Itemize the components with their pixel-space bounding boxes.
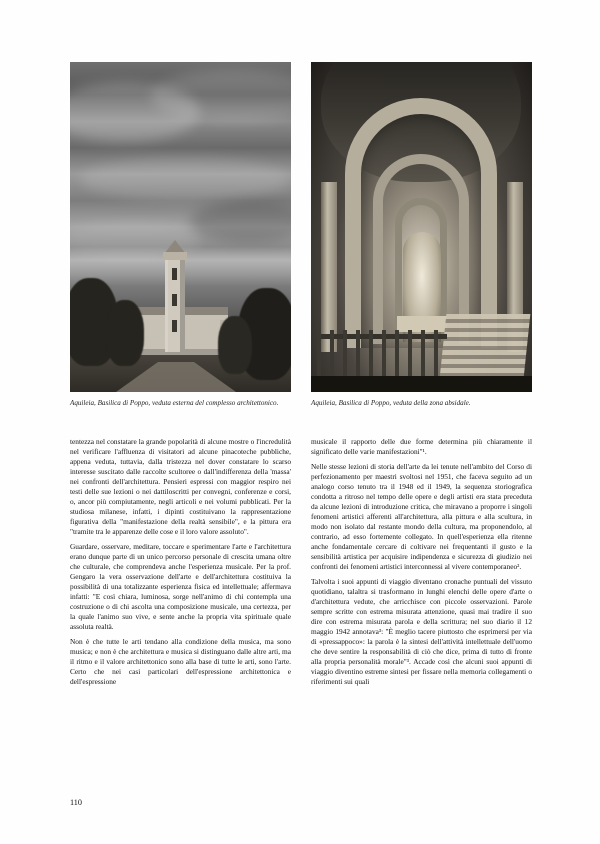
paragraph: Nelle stesse lezioni di storia dell'arte da lei tenute nell'ambito del Corso di perfezionamento per maestri svoltosi nel 1951, che faceva seguito ad un analogo corso tenuto tra il 1948 ed il 1949, la sequenza storiografica condotta a ritroso nel tempo delle opere e degli artisti era stata preceduta da alcune lezioni di introduzione critica, che miravano a proporre i singoli fenomeni artistici afferenti all'architettura, alla pittura e alla scultura, in modo non isolato dal restante mondo della cultura, ma proponendolo, al contrario, ad esso fortemente collegato. In quell'esperienza ella ritenne anche fondamentale cercare di coltivare nei frequentanti il gusto e la sensibilità artistica per acquisire indipendenza e sicurezza di giudizio nei confronti dei fenomeni artistici interconnessi al vivere contemporaneo². <box>311 462 532 572</box>
paragraph: Non è che tutte le arti tendano alla condizione della musica, ma sono musica; e non è che architettura e musica si distinguano dalle altre arti, ma il ritmo e il valore architettonico sono alla base di tutte le arti, sono l'arte. Certo che nei casi particolari dell'espressione architettonica e dell'espressione <box>70 637 291 687</box>
paragraph: tentezza nel constatare la grande popolarità di alcune mostre o l'incredulità nel verificare l'affluenza di visitatori ad alcune pinacoteche pubbliche, appena veduta, tuttavia, dalla tristezza nel dover constatare lo scarso interesse suscitato dalle raccolte scultoree o dall'indifferenza della 'massa' nei confronti dell'architettura. Pensieri espressi con maggior respiro nei testi delle sue lezioni o nei dattiloscritti per convegni, conferenze e corsi, o, ancor più compiutamente, negli articoli e nei volumi pubblicati. Per la studiosa milanese, infatti, i dipinti costituivano la rappresentazione figurativa della "manifestazione della realtà sensibile", e la pittura era "tramite tra le apparenze delle cose e il loro valore assoluto". <box>70 437 291 537</box>
bell-tower-window <box>172 320 177 332</box>
page-number: 110 <box>70 798 82 807</box>
cloud-shape <box>80 157 290 201</box>
figure-caption: Aquileia, Basilica di Poppo, veduta esterna del complesso architettonico. <box>70 399 279 407</box>
tree-shape <box>218 316 252 374</box>
figure-left <box>70 62 291 409</box>
bell-tower-window <box>172 268 177 280</box>
bell-tower-window <box>172 294 177 306</box>
column-left <box>321 182 337 352</box>
figure-row <box>70 62 532 409</box>
text-column-right <box>311 437 532 687</box>
paragraph: Guardare, osservare, meditare, toccare e sperimentare l'arte e l'architettura erano dunque parte di un unico percorso personale di crescita umana oltre che culturale, che comprendeva anche l'esperienza musicale. Per la prof. Gengaro la vera osservazione dell'arte e dell'architettura costituiva la possibilità di una totalizzante esperienza fisica ed intellettuale; affermava infatti: "E così chiara, luminosa, sorge nell'animo di chi contempla una costruzione o di chi ascolta una composizione musicale, una certezza, per la quale l'animo suo vive, e sente anche la propria vita spirituale quale assoluta realtà. <box>70 542 291 632</box>
balustrade-railing <box>317 330 447 382</box>
apse-interior-photograph <box>311 62 532 392</box>
foreground-floor <box>311 376 532 392</box>
text-column-left <box>70 437 291 687</box>
figure-right <box>311 62 532 409</box>
cloud-shape <box>190 202 291 242</box>
staircase-shape <box>440 314 531 378</box>
paragraph: Talvolta i suoi appunti di viaggio diventano cronache puntuali del vissuto quotidiano, talaltra si trasformano in lunghi elenchi delle opere d'arte o d'architettura vedute, che arricchisce con piccole osservazioni. Parole sempre scritte con estrema misurata attenzione, quasi mai tradire il suo dire con estrema misurata parola e della scrittura; nel suo diario il 12 maggio 1942 annotava³: "È meglio tacere piuttosto che esprimersi per via di «pressappoco»: la parola è la sintesi dell'attività intellettuale dell'uomo che deve sentire la responsabilità di ciò che dice, prima di tutto di fronte alla propria personalità morale"³. Accade così che alcuni suoi appunti di viaggio diventino estreme sintesi per fissare nella memoria collegamenti o riferimenti sui quali <box>311 577 532 687</box>
paragraph: musicale il rapporto delle due forme determina più chiaramente il significato delle varie manifestazioni"¹. <box>311 437 532 457</box>
body-text-columns <box>70 437 532 687</box>
exterior-view-photograph <box>70 62 291 392</box>
tree-shape <box>106 300 144 366</box>
figure-caption: Aquileia, Basilica di Poppo, veduta della zona absidale. <box>311 399 471 407</box>
